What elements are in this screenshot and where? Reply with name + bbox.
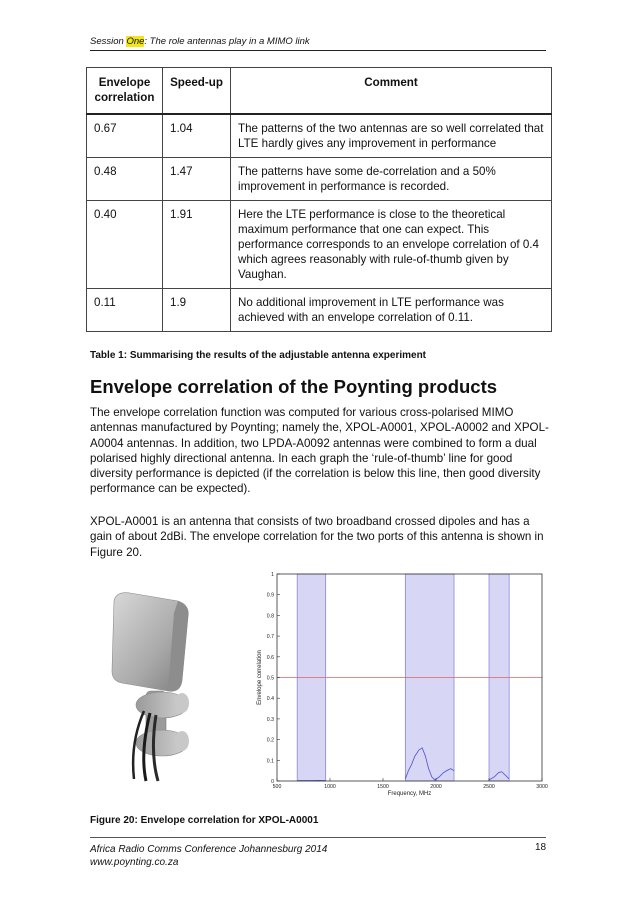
- running-header: [90, 36, 310, 47]
- y-tick-label: 0.6: [266, 654, 274, 661]
- table-row: [87, 158, 552, 201]
- table-row: [87, 289, 552, 332]
- footer-website: www.poynting.co.za: [90, 857, 179, 868]
- cell-comment: No additional improvement in LTE performance was achieved with an envelope correlation of 0.11.: [231, 289, 552, 332]
- cell-speedup: 1.47: [163, 158, 231, 201]
- header-suffix: : The role antennas play in a MIMO link: [144, 36, 310, 47]
- footer-conference: Africa Radio Comms Conference Johannesburg 2014: [90, 844, 328, 855]
- table-caption: Table 1: Summarising the results of the adjustable antenna experiment: [90, 350, 427, 361]
- cell-speedup: 1.04: [163, 114, 231, 158]
- y-tick-label: 0.8: [266, 613, 274, 620]
- y-tick-label: 0.7: [266, 634, 274, 641]
- header-rule: [90, 50, 546, 51]
- header-prefix: Session: [90, 36, 127, 47]
- results-table: [86, 67, 552, 332]
- x-tick-label: 500: [272, 784, 282, 790]
- column-header: Comment: [231, 68, 552, 115]
- y-tick-label: 0.4: [266, 696, 274, 703]
- header-highlight: One: [126, 36, 145, 47]
- table-header-row: [87, 68, 552, 115]
- x-tick-label: 2500: [483, 784, 495, 790]
- y-tick-label: 1: [271, 572, 274, 578]
- cell-correlation: 0.40: [87, 201, 163, 289]
- x-tick-label: 3000: [536, 784, 548, 790]
- y-tick-label: 0: [271, 779, 274, 785]
- cell-comment: The patterns have some de-correlation and a 50% improvement in performance is recorded.: [231, 158, 552, 201]
- cell-comment: Here the LTE performance is close to the theoretical maximum performance that one can expect. This performance corresponds to an envelope correlation of 0.4 which agrees reasonably with rule-of-thumb given by Vaughan.: [231, 201, 552, 289]
- y-tick-label: 0.2: [266, 737, 274, 744]
- x-axis-label: Frequency, MHz: [387, 791, 432, 797]
- cell-correlation: 0.67: [87, 114, 163, 158]
- column-header: Envelope correlation: [87, 68, 163, 115]
- table-row: [87, 114, 552, 158]
- x-tick-label: 1500: [377, 784, 389, 790]
- y-tick-label: 0.3: [266, 716, 274, 723]
- cell-comment: The patterns of the two antennas are so well correlated that LTE hardly gives any improvement in performance: [231, 114, 552, 158]
- column-header: Speed-up: [163, 68, 231, 115]
- x-tick-label: 2000: [430, 784, 442, 790]
- paragraph-2: XPOL-A0001 is an antenna that consists of two broadband crossed dipoles and has a gain of about 2dBi. The envelope correlation for the two ports of this antenna is shown in Figure 20.: [90, 515, 544, 559]
- cell-speedup: 1.91: [163, 201, 231, 289]
- footer-rule: [90, 837, 546, 838]
- cell-correlation: 0.11: [87, 289, 163, 332]
- section-title: Envelope correlation of the Poynting products: [90, 376, 498, 397]
- paragraph-1: The envelope correlation function was computed for various cross-polarised MIMO antennas manufactured by Poynting; namely the, XPOL-A0001, XPOL-A0002 and XPOL-A0004 antennas. In addition, two LPDA-A0092 antennas were combined to form a dual polarised highly directional antenna. In each graph the ‘rule-of-thumb’ line for good diversity performance is depicted (if the correlation is below this line, then good diversity performance can be expected).: [90, 406, 549, 496]
- figure-caption: Figure 20: Envelope correlation for XPOL-A0001: [90, 815, 319, 826]
- x-tick-label: 1000: [324, 784, 336, 790]
- antenna-photo: [100, 583, 248, 783]
- table-row: [87, 201, 552, 289]
- cell-correlation: 0.48: [87, 158, 163, 201]
- y-tick-label: 0.1: [266, 758, 274, 765]
- envelope-correlation-chart: [250, 568, 550, 808]
- page-number: 18: [535, 842, 547, 853]
- cell-speedup: 1.9: [163, 289, 231, 332]
- y-tick-label: 0.5: [266, 675, 274, 682]
- y-axis-label: Envelope correlation: [257, 650, 263, 705]
- footer: [90, 843, 327, 869]
- y-tick-label: 0.9: [266, 592, 274, 599]
